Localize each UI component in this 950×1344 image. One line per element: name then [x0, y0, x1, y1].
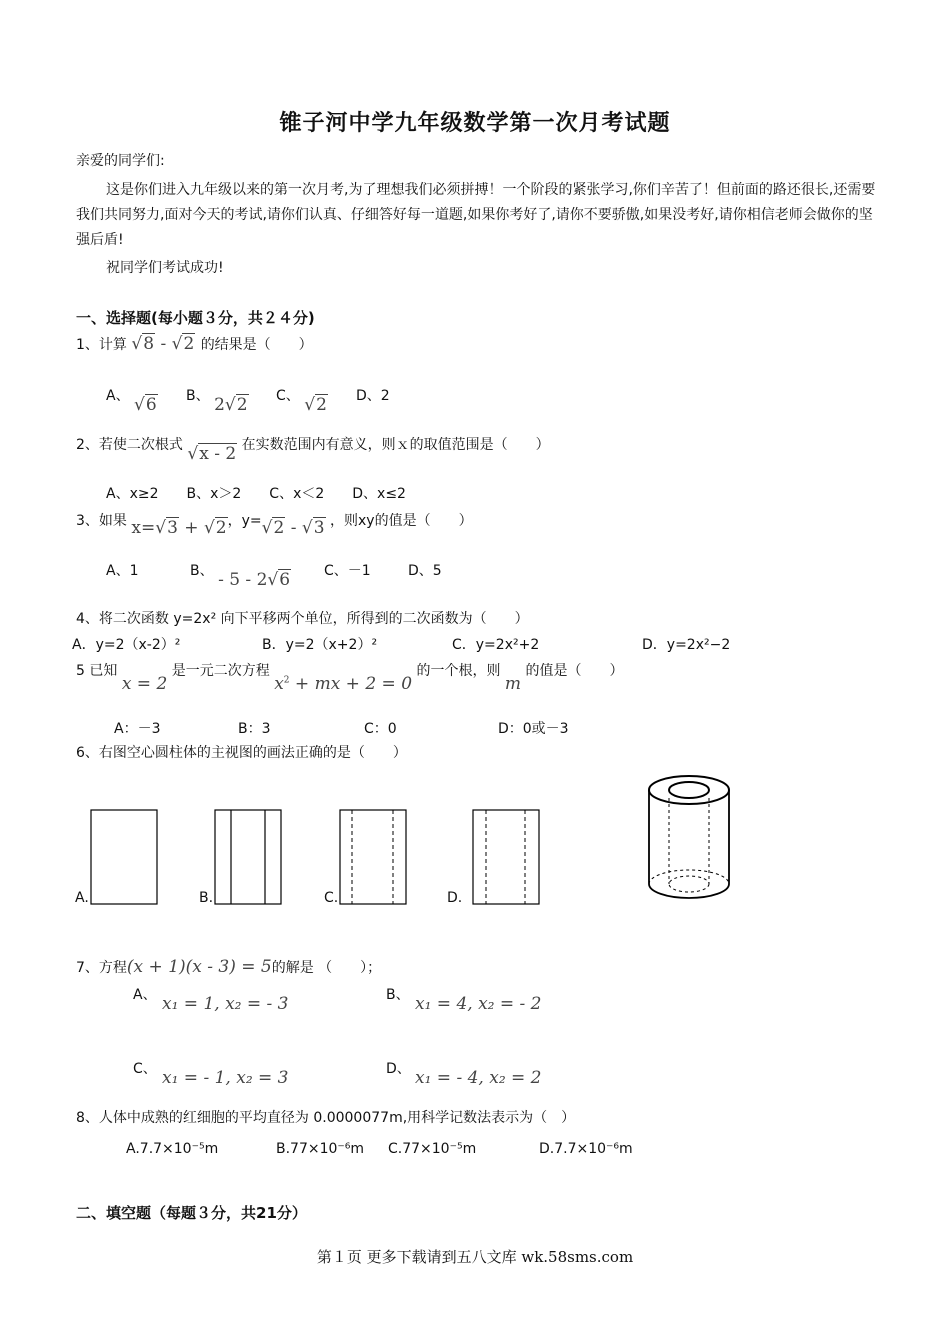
q1-option-d: D、2 [356, 388, 390, 404]
page-title: 锥子河中学九年级数学第一次月考试题 [279, 111, 671, 136]
q3-option-c: C、－1 [324, 563, 371, 579]
q6-label-b: B. [199, 890, 214, 906]
q8-option-c: C.77×10⁻⁵m [388, 1141, 477, 1157]
q1-option-b: B、 2√2 [186, 388, 248, 415]
question-8: 8、人体中成熟的红细胞的平均直径为 0.0000077m,用科学记数法表示为（ ） [76, 1110, 576, 1126]
q1-prefix: 1、计算 [76, 337, 127, 353]
q6-fig-d [473, 810, 539, 904]
page-footer: 第１页 更多下载请到五八文库 wk.58sms.com [316, 1248, 634, 1266]
q7-option-c-label: C、 [133, 1061, 157, 1077]
q2-options: A、x≥2 B、x＞2 C、x＜2 D、x≤2 [106, 486, 406, 502]
q8-option-b: B.77×10⁻⁶m [276, 1141, 365, 1157]
q5-option-c: C：0 [364, 721, 397, 737]
q3-option-b: B、 - 5 - 2√6 [190, 563, 291, 590]
q6-label-a: A. [75, 890, 89, 906]
section-1-heading: 一、选择题(每小题３分，共２４分) [76, 309, 315, 327]
greeting: 亲爱的同学们: [76, 153, 165, 169]
q5-option-d: D：0或－3 [498, 721, 569, 737]
q7-option-d: x₁ = - 4, x₂ = 2 [415, 1068, 542, 1088]
q1-option-c: C、 √2 [276, 388, 327, 415]
q8-option-a: A.7.7×10⁻⁵m [126, 1141, 219, 1157]
question-7: 7、方程(x + 1)(x - 3) = 5的解是 （ ）； [76, 957, 382, 977]
q4-option-d: D．y=2x²−2 [642, 637, 731, 653]
q7-option-a: x₁ = 1, x₂ = - 3 [162, 994, 289, 1014]
q6-fig-a [91, 810, 157, 904]
question-5: 5 已知 x = 2 是一元二次方程 $x^2$ + mx + 2 = 0 的一个根，则 m 的值是（ ） [76, 663, 624, 694]
q1-option-a: A、 √6 [106, 388, 157, 415]
q7-option-c: x₁ = - 1, x₂ = 3 [162, 1068, 289, 1088]
q5-option-a: A：－3 [114, 721, 161, 737]
q6-label-c: C. [324, 890, 339, 906]
q7-option-b: x₁ = 4, x₂ = - 2 [415, 994, 542, 1014]
q4-option-a: A．y=2（x-2）² [72, 637, 181, 653]
q3-option-a: A、1 [106, 563, 139, 579]
q6-fig-b [215, 810, 281, 904]
q7-option-d-label: D、 [386, 1061, 411, 1077]
q7-option-b-label: B、 [386, 987, 410, 1003]
q6-label-d: D. [447, 890, 463, 906]
q1-suffix: 的结果是（ ） [200, 337, 313, 353]
q1-expression: √8 - √2 [131, 334, 195, 354]
q4-option-b: B．y=2（x+2）² [262, 637, 378, 653]
question-4: 4、将二次函数 y=2x² 向下平移两个单位，所得到的二次函数为（ ） [76, 611, 529, 627]
section-2-heading: 二、填空题（每题３分，共21分） [76, 1204, 307, 1222]
question-6: 6、右图空心圆柱体的主视图的画法正确的是（ ） [76, 745, 407, 761]
question-2: 2、若使二次根式 √x - 2 在实数范围内有意义，则ｘ的取值范围是（ ） [76, 437, 550, 464]
intro-paragraph: 这是你们进入九年级以来的第一次月考,为了理想我们必须拼搏！一个阶段的紧张学习,你们辛苦了！但前面的路还很长,还需要我们共同努力,面对今天的考试,请你们认真、仔细答好每一道题,如果你考好了,请你不要骄傲,如果没考好,请你相信老师会做你的坚强后盾! [76, 182, 876, 248]
q7-option-a-label: A、 [133, 987, 157, 1003]
q3-option-d: D、5 [408, 563, 442, 579]
question-3: 3、如果 x=√3 + √2，y=√2 - √3 ，则xy的值是（ ） [76, 513, 473, 538]
q6-fig-c [340, 810, 406, 904]
q8-option-d: D.7.7×10⁻⁶m [539, 1141, 633, 1157]
wish-text: 祝同学们考试成功! [106, 260, 224, 276]
q4-option-c: C．y=2x²+2 [452, 637, 540, 653]
q5-option-b: B：3 [238, 721, 271, 737]
hollow-cylinder-figure [649, 776, 729, 898]
